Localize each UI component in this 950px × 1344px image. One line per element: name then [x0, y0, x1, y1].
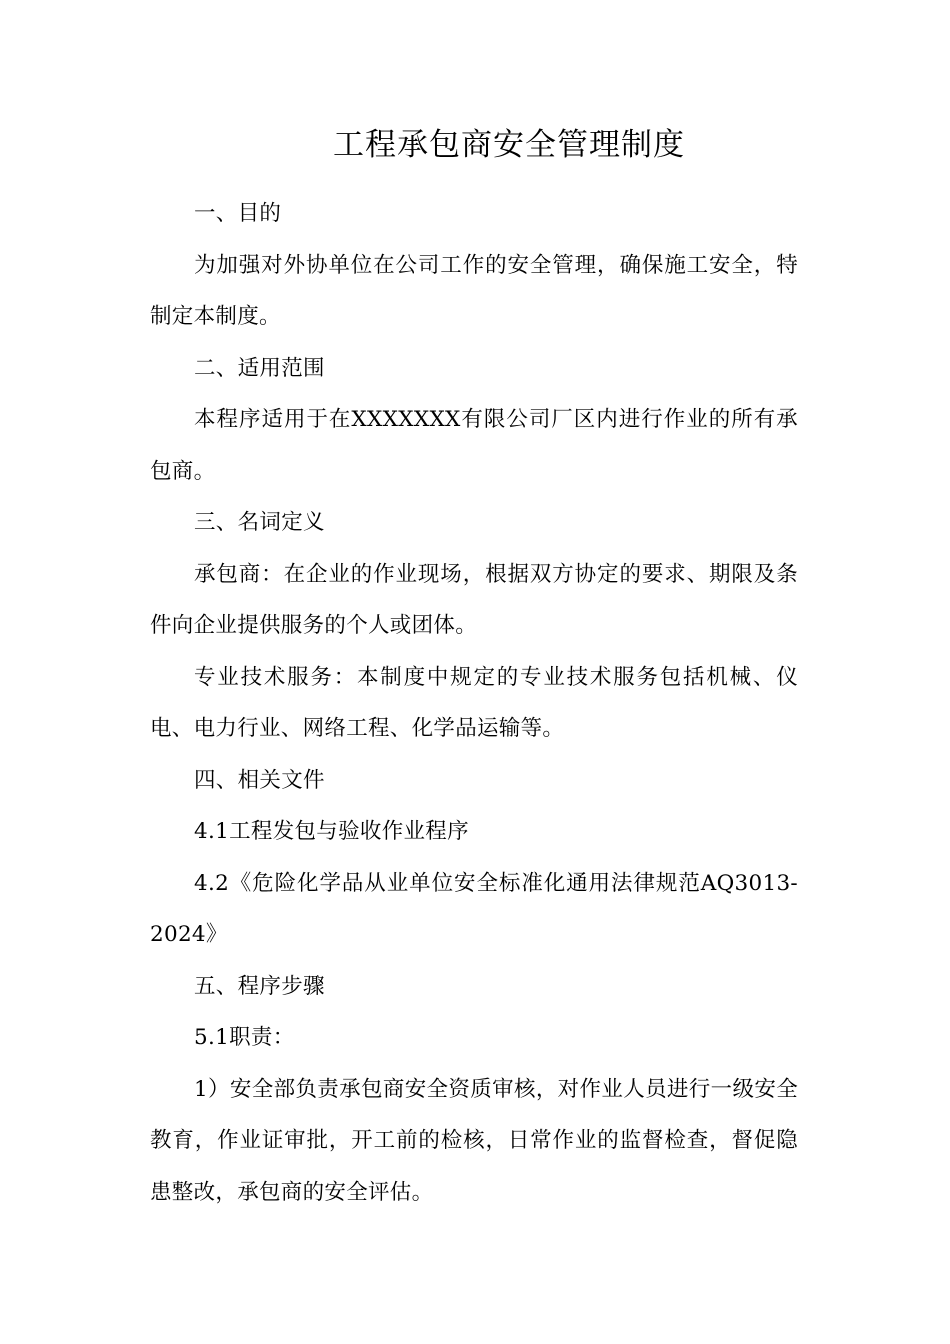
paragraph-definition-contractor: 承包商：在企业的作业现场，根据双方协定的要求、期限及条件向企业提供服务的个人或团体。: [150, 561, 798, 638]
paragraph-responsibility-item: 1）安全部负责承包商安全资质审核，对作业人员进行一级安全教育，作业证审批，开工前的检核，日常作业的监督检查，督促隐患整改，承包商的安全评估。: [150, 1076, 798, 1205]
section-heading-procedure: 五、程序步骤: [194, 973, 325, 999]
document-body: [150, 188, 798, 1218]
document-title: 工程承包商安全管理制度: [333, 127, 685, 163]
paragraph-purpose: 为加强对外协单位在公司工作的安全管理，确保施工安全，特制定本制度。: [150, 252, 798, 329]
paragraph-definition-technical-service: 专业技术服务：本制度中规定的专业技术服务包括机械、仪电、电力行业、网络工程、化学品运输等。: [150, 664, 798, 741]
section-heading-purpose: 一、目的: [194, 201, 282, 226]
section-heading-related-documents: 四、相关文件: [194, 767, 325, 793]
subsection-heading-responsibilities: 5.1职责：: [194, 1025, 295, 1050]
section-heading-definitions: 三、名词定义: [194, 510, 325, 535]
related-document-item: 4.1工程发包与验收作业程序: [194, 819, 469, 844]
section-heading-scope: 二、适用范围: [194, 355, 325, 381]
paragraph-scope: 本程序适用于在XXXXXXX有限公司厂区内进行作业的所有承包商。: [150, 407, 798, 484]
related-document-item: 4.2《危险化学品从业单位安全标准化通用法律规范AQ3013-2024》: [150, 870, 798, 947]
